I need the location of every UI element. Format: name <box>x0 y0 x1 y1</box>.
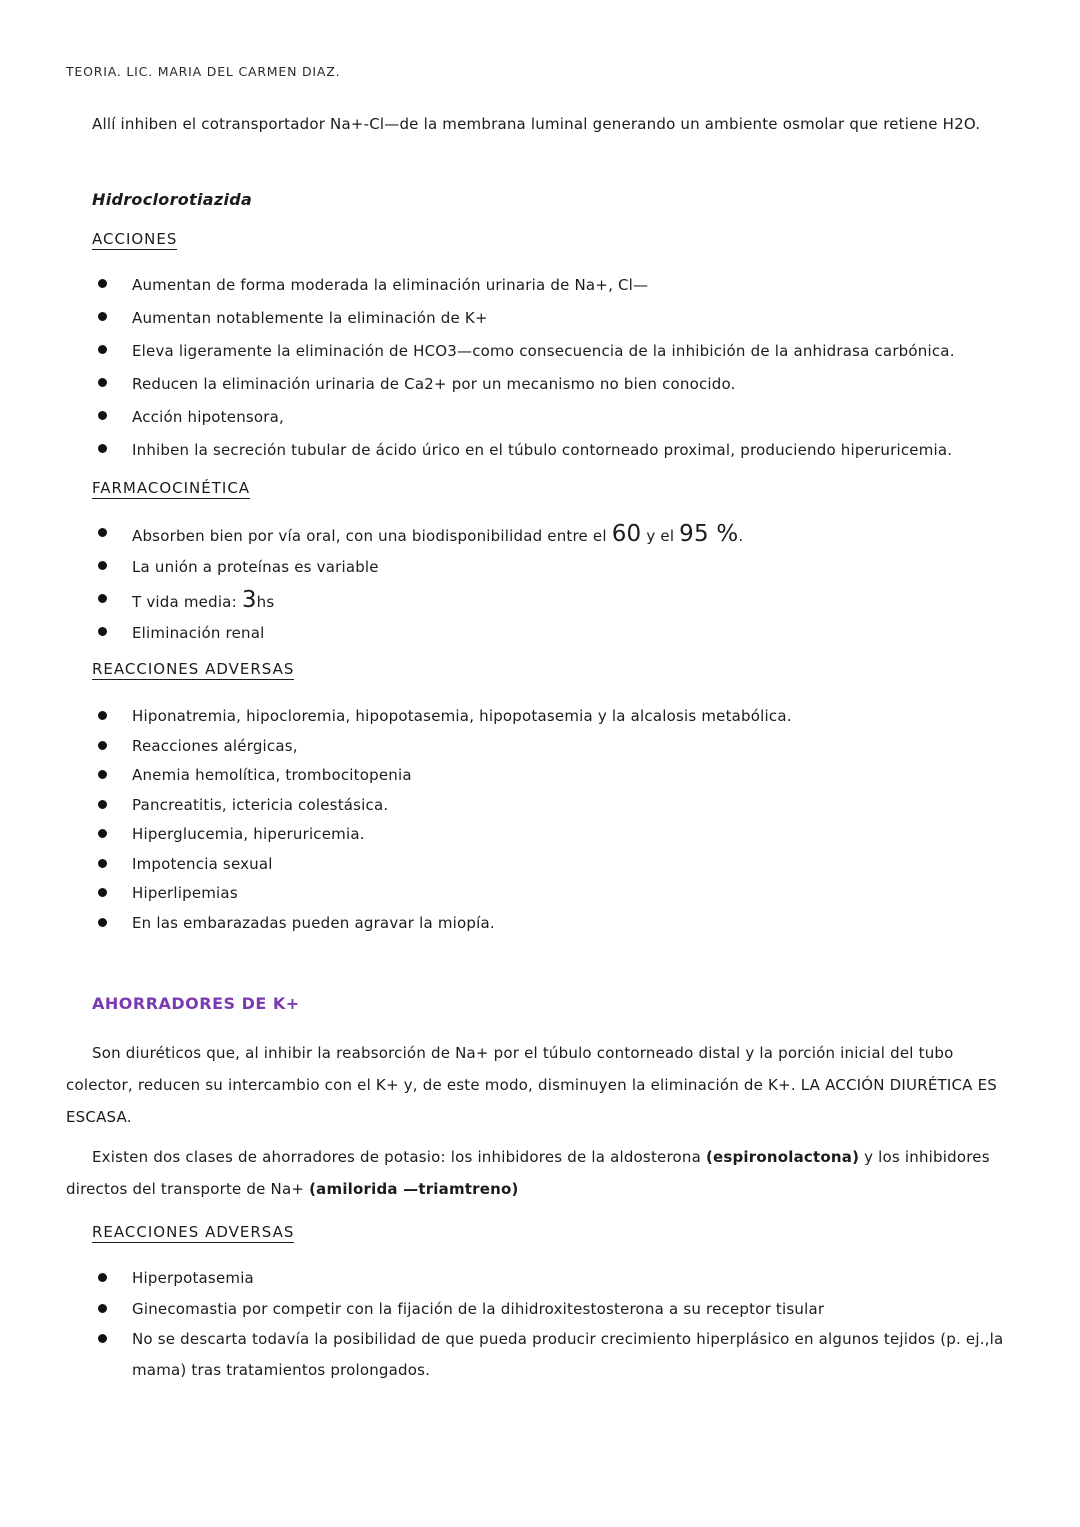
list-item: No se descarta todavía la posibilidad de que pueda producir crecimiento hiperplásico en algunos tejidos (p. ej.,la mama) tras tratamientos prolongados. <box>92 1324 1027 1386</box>
list-item: Hiperpotasemia <box>92 1263 1027 1294</box>
farmacocinetica-heading: FARMACOCINÉTICA <box>92 479 251 497</box>
list-item: Hiperlipemias <box>92 878 1027 908</box>
list-item: Acción hipotensora, <box>92 401 1027 434</box>
acciones-list <box>92 269 1027 467</box>
list-item: Eliminación renal <box>92 617 1027 650</box>
list-item: Inhiben la secreción tubular de ácido úrico en el túbulo contorneado proximal, produciendo hiperuricemia. <box>92 434 1027 467</box>
list-item: Ginecomastia por competir con la fijación de la dihidroxitestosterona a su receptor tisular <box>92 1294 1027 1325</box>
intro-paragraph: Allí inhiben el cotransportador Na+-Cl—de la membrana luminal generando un ambiente osmolar que retiene H2O. <box>92 115 981 133</box>
reacciones-ahorradores-heading: REACCIONES ADVERSAS <box>92 1223 295 1241</box>
acciones-heading: ACCIONES <box>92 230 178 248</box>
list-item: Reacciones alérgicas, <box>92 731 1027 761</box>
list-item: T vida media: 3hs <box>92 584 1027 617</box>
list-item: Hiperglucemia, hiperuricemia. <box>92 819 1027 849</box>
drug-title: Hidroclorotiazida <box>92 190 253 209</box>
ahorradores-paragraph-1: Son diuréticos que, al inhibir la reabsorción de Na+ por el túbulo contorneado distal y la porción inicial del tubo colector, reducen su intercambio con el K+ y, de este modo, disminuyen la eliminación de K+. LA ACCIÓN DIURÉTICA ES ESCASA. <box>66 1044 997 1126</box>
list-item: Impotencia sexual <box>92 849 1027 879</box>
page-header: TEORIA. LIC. MARIA DEL CARMEN DIAZ. <box>66 64 341 79</box>
ahorradores-heading: AHORRADORES DE K+ <box>92 994 300 1013</box>
reacciones-ahorradores-list <box>92 1263 1027 1386</box>
list-item: Reducen la eliminación urinaria de Ca2+ por un mecanismo no bien conocido. <box>92 368 1027 401</box>
ahorradores-paragraph-2: Existen dos clases de ahorradores de potasio: los inhibidores de la aldosterona (espironolactona) y los inhibidores directos del transporte de Na+ (amilorida —triamtreno) <box>66 1148 990 1198</box>
list-item: Absorben bien por vía oral, con una biodisponibilidad entre el 60 y el 95 %. <box>92 518 1027 551</box>
list-item: Hiponatremia, hipocloremia, hipopotasemia, hipopotasemia y la alcalosis metabólica. <box>92 701 1027 731</box>
list-item: Eleva ligeramente la eliminación de HCO3—como consecuencia de la inhibición de la anhidrasa carbónica. <box>92 335 1027 368</box>
list-item: Pancreatitis, ictericia colestásica. <box>92 790 1027 820</box>
reacciones-list <box>92 701 1027 937</box>
list-item: En las embarazadas pueden agravar la miopía. <box>92 908 1027 938</box>
list-item: Aumentan notablemente la eliminación de K+ <box>92 302 1027 335</box>
list-item: Aumentan de forma moderada la eliminación urinaria de Na+, Cl— <box>92 269 1027 302</box>
list-item: La unión a proteínas es variable <box>92 551 1027 584</box>
reacciones-heading: REACCIONES ADVERSAS <box>92 660 295 678</box>
list-item: Anemia hemolítica, trombocitopenia <box>92 760 1027 790</box>
farmacocinetica-list <box>92 518 1027 650</box>
